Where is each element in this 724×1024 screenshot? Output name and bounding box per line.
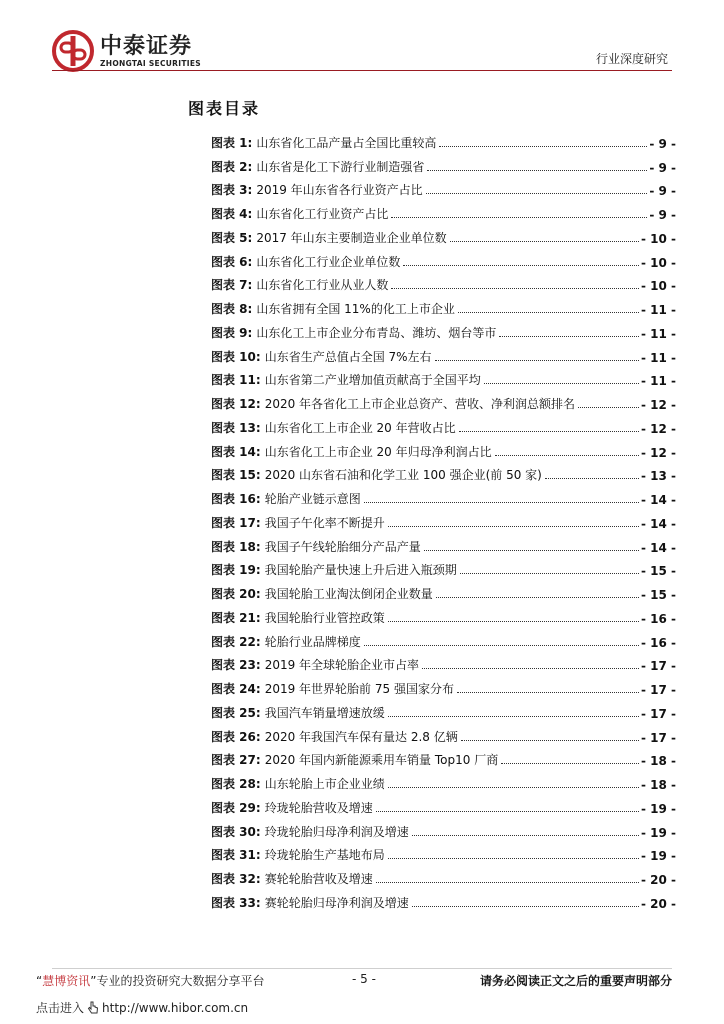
toc-dot-leader [376,882,639,883]
toc-dot-leader [412,835,639,836]
toc-entry-label: 图表 30: [211,824,261,839]
toc-entry-page: - 15 - [640,588,676,602]
toc-dot-leader [435,360,639,361]
toc-dot-leader [427,170,647,171]
toc-entry-title: 我国轮胎产量快速上升后进入瓶颈期 [264,563,457,578]
page-header [0,0,724,80]
toc-entry[interactable] [211,840,676,864]
toc-entry-title: 2019 年世界轮胎前 75 强国家分布 [264,682,454,696]
toc-dot-leader [388,787,639,788]
toc-entry-page: - 20 - [640,873,676,887]
toc-entry-page: - 17 - [640,659,676,674]
toc-entry-page: - 12 - [640,445,676,460]
toc-dot-leader [388,526,639,527]
company-logo [52,30,201,72]
toc-entry-label: 图表 8: [211,302,253,316]
toc-entry[interactable] [211,317,676,341]
toc-entry-page: - 17 - [640,730,676,745]
toc-dot-leader [436,597,639,598]
toc-entry-title: 玲珑轮胎生产基地布局 [264,848,385,863]
toc-entry-title: 2020 年我国汽车保有量达 2.8 亿辆 [264,729,458,744]
toc-dot-leader [460,573,639,574]
toc-dot-leader [412,906,639,907]
toc-entry-title: 赛轮轮胎归母净利润及增速 [264,895,409,910]
toc-entry-page: - 12 - [640,421,676,436]
toc-dot-leader [422,668,639,669]
toc-entry-title: 山东省化工上市企业 20 年营收占比 [264,420,456,435]
toc-entry[interactable] [211,555,676,579]
toc-entry-title: 2019 年山东省各行业资产占比 [256,183,423,198]
toc-entry-page: - 17 - [640,706,676,721]
toc-entry-title: 2019 年全球轮胎企业市占率 [264,658,420,673]
toc-entry[interactable] [211,388,676,412]
hand-cursor-icon [87,1001,99,1015]
toc-entry-title: 轮胎行业品牌梯度 [264,634,361,649]
toc-entry-label: 图表 14: [211,444,261,459]
footer-link[interactable] [36,999,248,1016]
footer-divider [52,968,672,969]
toc-entry-label: 图表 21: [211,610,261,625]
toc-entry-page: - 10 - [640,255,676,270]
toc-entry[interactable] [211,151,676,175]
toc-dot-leader [391,217,647,218]
toc-entry-label: 图表 3: [211,183,253,198]
toc-entry[interactable] [211,531,676,555]
toc-entry-page: - 11 - [640,303,676,317]
logo-chinese-name: 中泰证券 [100,33,193,59]
footer-slogan [36,972,264,989]
toc-entry[interactable] [211,578,676,602]
toc-entry[interactable] [211,602,676,626]
toc-entry-title: 山东省化工品产量占全国比重较高 [256,135,437,150]
toc-entry-page: - 18 - [640,754,676,769]
footer-brand: 慧博资讯 [42,974,91,988]
logo-english-name: ZHONGTAI SECURITIES [100,58,201,68]
toc-dot-leader [457,692,639,693]
toc-entry-title: 玲珑轮胎归母净利润及增速 [264,824,409,839]
toc-entry-title: 我国子午线轮胎细分产品产量 [264,539,421,554]
toc-entry-title: 山东省化工上市企业 20 年归母净利润占比 [264,444,492,459]
toc-entry-label: 图表 19: [211,563,261,578]
toc-entry[interactable] [211,863,676,887]
toc-entry-title: 山东省化工行业企业单位数 [256,254,401,269]
toc-entry-page: - 11 - [640,374,676,389]
toc-entry-title: 轮胎产业链示意图 [264,492,361,506]
toc-dot-leader [388,858,639,859]
toc-entry[interactable] [211,270,676,294]
toc-dot-leader [499,336,639,337]
toc-dot-leader [484,383,639,384]
toc-entry-title: 2020 山东省石油和化学工业 100 强企业(前 50 家) [264,468,542,483]
footer-slogan-text: 专业的投资研究大数据分享平台 [96,974,265,988]
toc-entry[interactable] [211,341,676,365]
toc-dot-leader [501,763,639,764]
toc-entry[interactable] [211,460,676,484]
toc-dot-leader [388,621,639,622]
toc-entry[interactable] [211,792,676,816]
toc-dot-leader [391,288,639,289]
toc-entry-page: - 9 - [649,136,676,151]
toc-entry[interactable] [211,721,676,745]
toc-entry-label: 图表 29: [211,800,261,815]
toc-entry-title: 山东省化工行业资产占比 [256,207,389,221]
toc-entry-title: 2020 年国内新能源乘用车销量 Top10 厂商 [264,753,499,768]
toc-entry-label: 图表 5: [211,230,253,245]
toc-dot-leader [364,645,639,646]
toc-title: 图表目录 [188,99,261,118]
toc-entry-page: - 15 - [640,564,676,579]
document-type: 行业深度研究 [595,52,668,66]
toc-entry-label: 图表 10: [211,349,261,364]
toc-entry[interactable] [211,198,676,222]
toc-entry-page: - 14 - [640,493,676,507]
header-divider [52,70,672,71]
toc-entry-page: - 19 - [640,825,676,840]
toc-entry-title: 玲珑轮胎营收及增速 [264,800,373,815]
toc-entry[interactable] [211,650,676,674]
toc-entry-title: 山东省化工行业从业人数 [256,278,389,293]
toc-entry[interactable] [211,175,676,199]
toc-entry[interactable] [211,745,676,769]
toc-entry-page: - 14 - [640,540,676,555]
toc-entry[interactable] [211,412,676,436]
toc-entry-label: 图表 24: [211,682,261,696]
toc-entry-label: 图表 2: [211,159,253,174]
toc-entry-label: 图表 18: [211,539,261,554]
toc-entry[interactable] [211,697,676,721]
toc-entry-page: - 12 - [640,398,676,412]
toc-entry[interactable] [211,293,676,317]
toc-entry-label: 图表 13: [211,420,261,435]
toc-entry[interactable] [211,673,676,697]
toc-dot-leader [461,740,639,741]
toc-entry-label: 图表 11: [211,373,261,388]
footer-disclaimer: 请务必阅读正文之后的重要声明部分 [479,974,672,988]
toc-entry-label: 图表 23: [211,658,261,673]
toc-entry[interactable] [211,222,676,246]
toc-entry-title: 我国子午化率不断提升 [264,515,385,530]
toc-entry-title: 2017 年山东主要制造业企业单位数 [256,230,447,245]
toc-entry-title: 我国轮胎行业管控政策 [264,610,385,625]
toc-entry-label: 图表 12: [211,397,261,411]
toc-entry-label: 图表 9: [211,325,253,340]
toc-dot-leader [424,550,639,551]
toc-entry-label: 图表 32: [211,872,261,886]
toc-entry-label: 图表 6: [211,254,253,269]
toc-entry[interactable] [211,436,676,460]
toc-entry-label: 图表 27: [211,753,261,768]
toc-entry-title: 我国轮胎工业淘汰倒闭企业数量 [264,587,433,601]
toc-entry-label: 图表 26: [211,729,261,744]
toc-entry-page: - 16 - [640,611,676,626]
toc-entry[interactable] [211,768,676,792]
toc-entry[interactable] [211,887,676,911]
toc-entry-page: - 18 - [640,778,676,792]
footer-quote-close: ” [90,974,97,988]
toc-entry-label: 图表 15: [211,468,261,483]
toc-dot-leader [545,478,639,479]
toc-dot-leader [439,146,647,147]
toc-entry-title: 山东省生产总值占全国 7%左右 [264,349,432,364]
zhongtai-logo-icon [52,30,94,72]
toc-entry[interactable] [211,483,676,507]
toc-dot-leader [403,265,639,266]
toc-entry-label: 图表 16: [211,492,261,506]
toc-dot-leader [426,193,648,194]
toc-entry-title: 赛轮轮胎营收及增速 [264,872,373,886]
toc-entry-page: - 10 - [640,279,676,294]
toc-entry-page: - 14 - [640,516,676,531]
toc-dot-leader [495,455,639,456]
toc-dot-leader [578,407,639,408]
toc-entry-title: 山东省第二产业增加值贡献高于全国平均 [264,373,481,388]
toc-dot-leader [364,502,639,503]
toc-entry-label: 图表 7: [211,278,253,293]
toc-entry-label: 图表 28: [211,777,261,791]
toc-entry-label: 图表 17: [211,515,261,530]
toc-entry-label: 图表 4: [211,207,253,221]
toc-entry[interactable] [211,365,676,389]
toc-dot-leader [450,241,639,242]
toc-entry[interactable] [211,127,676,151]
toc-entry-page: - 9 - [649,208,676,222]
footer-quote-open: “ [36,974,43,988]
toc-entry-title: 山东省是化工下游行业制造强省 [256,159,425,174]
figure-toc-list [211,127,676,911]
toc-entry[interactable] [211,816,676,840]
toc-entry-label: 图表 33: [211,895,261,910]
toc-entry-page: - 17 - [640,683,676,697]
toc-entry-label: 图表 20: [211,587,261,601]
toc-entry-page: - 19 - [640,801,676,816]
toc-entry-page: - 9 - [649,184,676,199]
toc-entry-label: 图表 31: [211,848,261,863]
page-number: - 5 - [352,972,376,986]
toc-entry-page: - 13 - [640,469,676,484]
toc-entry-label: 图表 25: [211,705,261,720]
toc-entry-page: - 10 - [640,231,676,246]
toc-entry-page: - 19 - [640,849,676,864]
toc-dot-leader [458,312,639,313]
footer-link-url[interactable]: http://www.hibor.com.cn [102,1000,249,1015]
toc-entry-title: 山东省拥有全国 11%的化工上市企业 [256,302,455,316]
toc-entry-label: 图表 22: [211,634,261,649]
toc-entry-label: 图表 1: [211,135,253,150]
toc-entry-page: - 11 - [640,326,676,341]
toc-entry-title: 2020 年各省化工上市企业总资产、营收、净利润总额排名 [264,397,576,411]
toc-entry[interactable] [211,626,676,650]
toc-entry-title: 山东化工上市企业分布青岛、潍坊、烟台等市 [256,325,497,340]
toc-dot-leader [459,431,639,432]
toc-entry[interactable] [211,507,676,531]
toc-dot-leader [388,716,639,717]
toc-entry-page: - 11 - [640,350,676,365]
toc-dot-leader [376,811,639,812]
toc-entry-page: - 20 - [640,896,676,911]
toc-entry-page: - 16 - [640,635,676,650]
footer-link-prefix: 点击进入 [36,1001,85,1015]
toc-entry[interactable] [211,246,676,270]
toc-entry-page: - 9 - [649,160,676,175]
toc-entry-title: 我国汽车销量增速放缓 [264,705,385,720]
toc-entry-title: 山东轮胎上市企业业绩 [264,777,385,791]
